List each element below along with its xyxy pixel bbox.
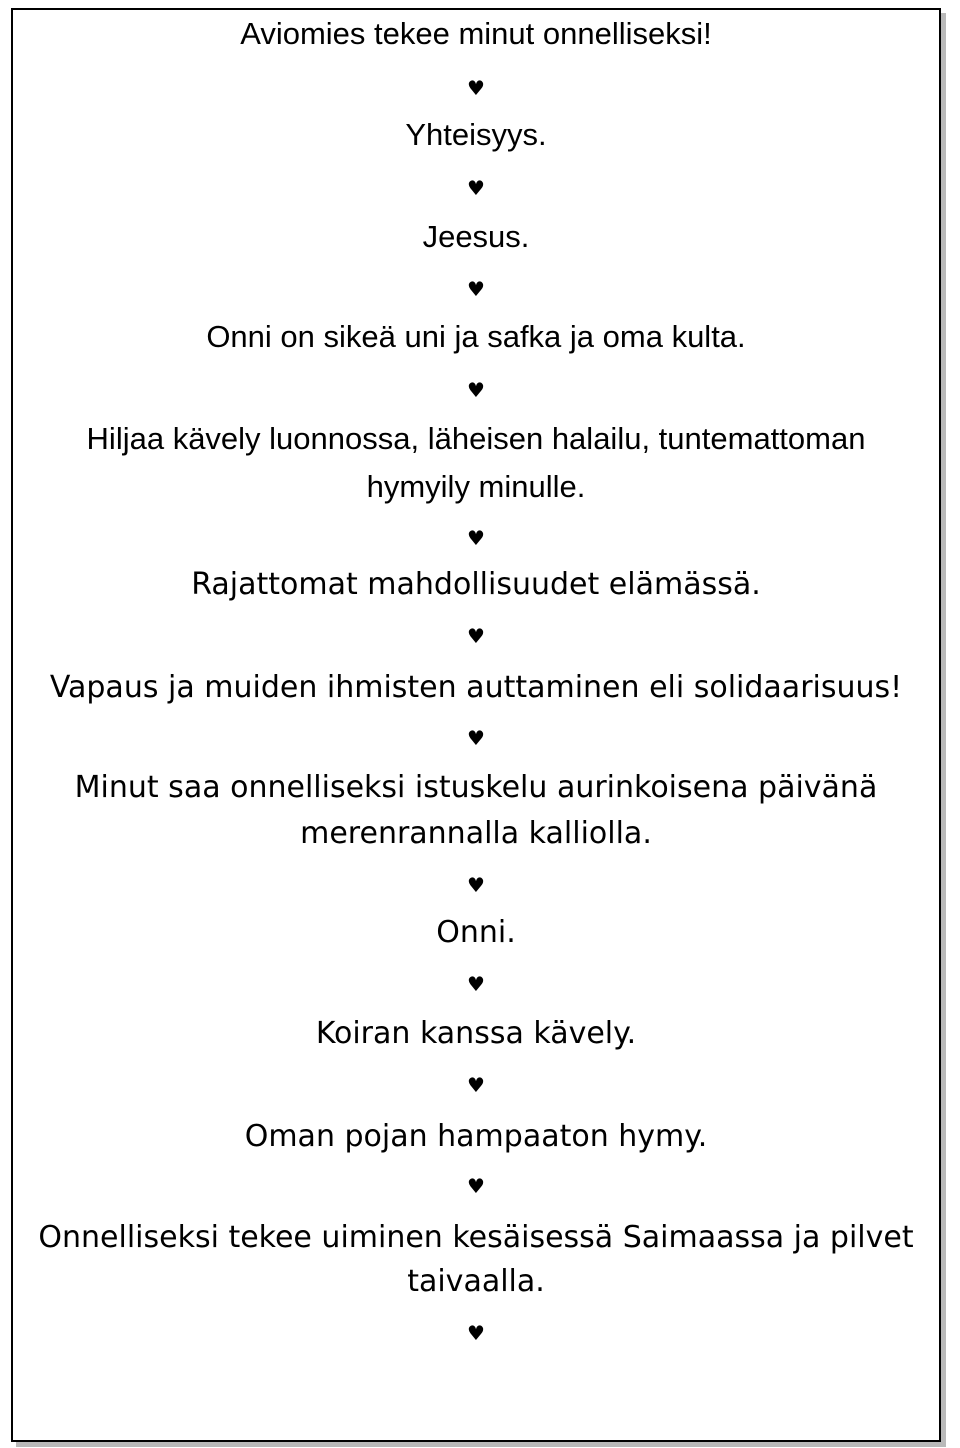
entry-12-line-1: Onnelliseksi tekee uiminen kesäisessä Saimaassa ja pilvet — [38, 1220, 914, 1255]
entry-1-line-1: Aviomies tekee minut onnelliseksi! — [240, 16, 712, 51]
entry-3-line-1: Jeesus. — [422, 219, 530, 254]
heart-icon: ♥ — [467, 624, 485, 648]
heart-icon: ♥ — [467, 873, 485, 897]
heart-icon: ♥ — [467, 526, 485, 550]
heart-icon: ♥ — [467, 1174, 485, 1198]
entry-11-line-1: Oman pojan hampaaton hymy. — [244, 1119, 708, 1154]
entry-12-line-2: taivaalla. — [407, 1264, 545, 1299]
entry-6-line-1: Rajattomat mahdollisuudet elämässä. — [191, 567, 761, 602]
entry-8-line-2: merenrannalla kalliolla. — [300, 816, 652, 851]
heart-icon: ♥ — [467, 726, 485, 750]
heart-icon: ♥ — [467, 1321, 485, 1345]
entry-8-line-1: Minut saa onnelliseksi istuskelu aurinkoisena päivänä — [74, 770, 878, 805]
entry-2-line-1: Yhteisyys. — [405, 117, 547, 152]
entry-5-line-1: Hiljaa kävely luonnossa, läheisen halailu, tuntemattoman — [86, 421, 866, 456]
entry-10-line-1: Koiran kanssa kävely. — [315, 1016, 637, 1051]
heart-icon: ♥ — [467, 972, 485, 996]
heart-icon: ♥ — [467, 1073, 485, 1097]
entry-4-line-1: Onni on sikeä uni ja safka ja oma kulta. — [206, 319, 746, 354]
heart-icon: ♥ — [467, 277, 485, 301]
heart-icon: ♥ — [467, 76, 485, 100]
heart-icon: ♥ — [467, 176, 485, 200]
entry-9-line-1: Onni. — [436, 915, 516, 950]
heart-icon: ♥ — [467, 378, 485, 402]
entry-5-line-2: hymyily minulle. — [366, 469, 586, 504]
entry-7-line-1: Vapaus ja muiden ihmisten auttaminen eli solidaarisuus! — [49, 670, 903, 705]
